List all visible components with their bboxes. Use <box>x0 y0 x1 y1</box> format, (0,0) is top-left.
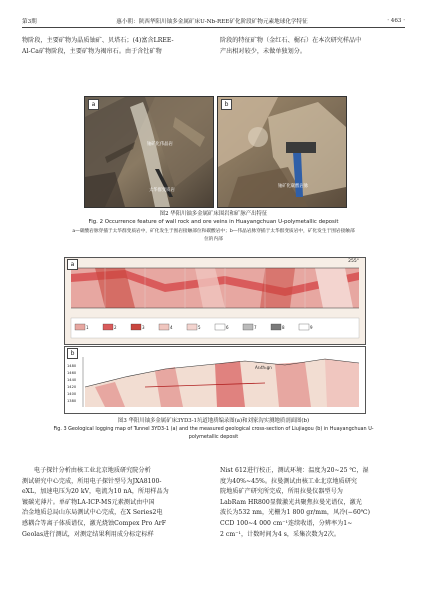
legend-item: 1 <box>86 325 89 330</box>
elevation-tick: 1420 <box>67 385 77 389</box>
legend-item: 5 <box>198 325 201 330</box>
running-title: 惠小朝：陕西华阳川铀多金属矿床U-Nb-REE矿化阶段矿物元素地球化学特征 <box>116 19 308 25</box>
caption-cn: 图3 华阳川铀多金属矿床3YD3-1坑道地质编录图(a)和刘家沟实测地质剖面图(b) <box>117 418 310 424</box>
geologic-unit-label: Ar₂th₁gn <box>255 365 272 370</box>
figure2-note <box>22 228 405 243</box>
legend-item: 2 <box>114 325 117 330</box>
figure2-caption <box>22 210 405 226</box>
text-line: 镀碳光薄片。单矿物LA-ICP-MS元素测试由中国 <box>22 498 155 506</box>
elevation-tick: 1400 <box>67 392 77 396</box>
figure3-caption <box>22 417 405 441</box>
elevation-tick: 1460 <box>67 371 77 375</box>
text-line: 波长为532 nm，光栅为1 800 gr/mm，风冷(−60℃) <box>220 509 371 517</box>
elevation-scale <box>67 363 76 405</box>
elevation-tick: 1480 <box>67 364 77 368</box>
caption-en: Fig. 2 Occurrence feature of wall rock and ore veins in Huayangchuan U-polymetallic deposit <box>88 219 339 225</box>
text-line: Al-Ca矿物阶段，主要矿物为褐帘石。由于含钍矿物 <box>22 47 162 55</box>
bottom-left-paragraph <box>22 466 208 540</box>
legend-item: 4 <box>170 325 173 330</box>
panel-label-a: a <box>67 259 78 270</box>
photo-annotation: 铀矿化碳酸岩脉 <box>278 184 309 189</box>
figure3-panel-a <box>64 257 366 345</box>
bottom-right-paragraph <box>220 466 406 540</box>
figure2-photo-a <box>84 96 214 208</box>
text-line: 测试研究中心完成，所用电子探针型号为JXA8100- <box>22 477 162 485</box>
cross-section <box>65 347 365 413</box>
text-line: 电子探针分析由核工业北京地质研究院分析 <box>34 467 151 474</box>
text-line: 物阶段，主要矿物为晶质铀矿、贝塔石；(4)富含LREE- <box>22 37 174 44</box>
page-number: · 463 · <box>387 18 405 24</box>
panel-label-a: a <box>88 99 99 110</box>
legend-item: 7 <box>254 325 257 330</box>
photo-annotation: 铀矿化伟晶岩 <box>147 142 173 147</box>
legend-item: 3 <box>142 325 145 330</box>
text-line: 阶段的特征矿物（金红石、榍石）在本次研究样品中 <box>220 37 362 44</box>
note-line: a—碳酸岩脉穿插于太华群变质岩中，矿化发生于围岩接触部位和碳酸岩中；b—伟晶岩脉穿插于太华群变质岩中，矿化发生于围岩接触部 <box>72 229 355 234</box>
legend-item: 9 <box>310 325 313 330</box>
photo-annotation: 太华群变质岩 <box>149 188 175 193</box>
text-line: 2 cm⁻¹，计数时间为4 s，采集次数为2次。 <box>220 530 340 538</box>
caption-en: Fig. 3 Geological logging map of Tunnel 3YD3-1 (a) and the measured geological cross-section of Liujiagou (b) in Huayangchuan U- <box>53 426 374 432</box>
text-line: 产出相对较少，未做单独划分。 <box>220 47 307 55</box>
text-line: CCD 100~4 000 cm⁻¹连续收谱，分辨率为1~ <box>220 519 353 527</box>
elevation-tick: 1380 <box>67 399 77 403</box>
legend-item: 6 <box>226 325 229 330</box>
text-line: 冶金地质总局山东局测试中心完成，在X Series2电 <box>22 509 163 517</box>
text-line: eXL，加速电压为20 kV，电流为10 nA，所用样品为 <box>22 488 169 496</box>
issue-number: 第3期 <box>22 19 37 25</box>
running-header <box>22 15 405 28</box>
note-line: 位的内部 <box>204 236 223 242</box>
figure2-photo-b <box>217 96 347 208</box>
figure3-panel-b <box>64 346 366 414</box>
tunnel-map <box>65 258 365 344</box>
elevation-tick: 1440 <box>67 378 77 382</box>
panel-label-b: b <box>67 348 78 359</box>
text-line: 院地质矿产研究所完成，所用拉曼仪器型号为 <box>220 488 343 496</box>
text-line: 感耦合等离子体质谱仪，激光烧蚀Compex Pro ArF <box>22 519 167 527</box>
caption-en: polymetallic deposit <box>188 434 239 440</box>
text-line: Nist 612进行校正，测试环境：温度为20~25 ℃，湿 <box>220 467 369 474</box>
top-left-paragraph <box>22 36 208 57</box>
panel-label-b: b <box>221 99 232 110</box>
azimuth-label: 255° <box>348 259 359 264</box>
outcrop-photo-b <box>218 97 346 207</box>
text-line: 度为40%~45%。拉曼测试由核工业北京地质研究 <box>220 477 357 485</box>
top-right-paragraph <box>220 36 406 57</box>
legend-item: 8 <box>282 325 285 330</box>
text-line: LabRam HR800显微激光共聚焦拉曼光谱仪，激光 <box>220 498 362 506</box>
caption-cn: 图2 华阳川铀多金属矿床围岩和矿脉产出特征 <box>159 211 268 217</box>
text-line: Geolas进行测试，对测定结果利用成分标定标样 <box>22 530 154 538</box>
